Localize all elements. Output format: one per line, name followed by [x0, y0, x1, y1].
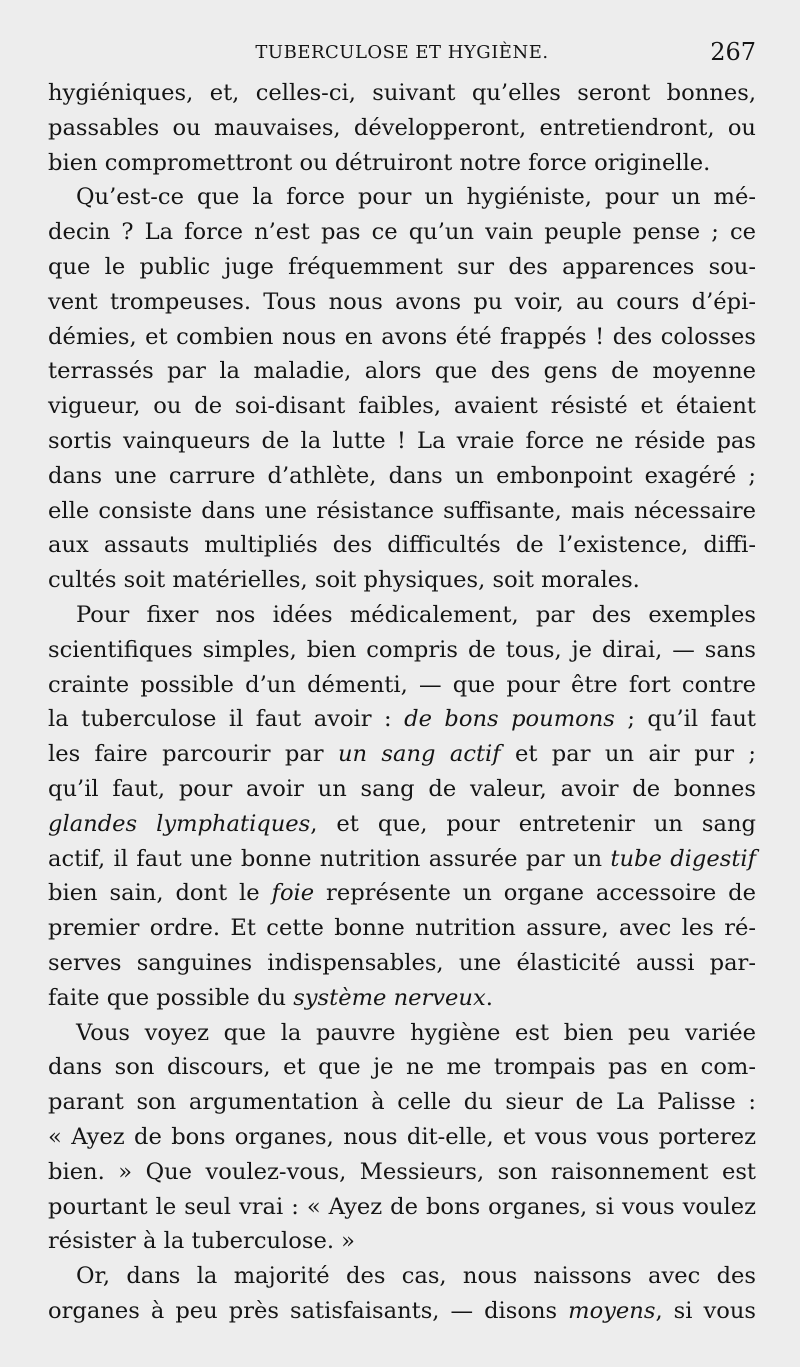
- text-line: [48, 633, 756, 668]
- italic-text: un sang actif: [337, 741, 501, 768]
- line-text: bien. » Que voulez-vous, Messieurs, son raisonnement est: [48, 1158, 756, 1185]
- text-line: [48, 459, 756, 494]
- running-title: TUBERCULOSE ET HYGIÈNE.: [255, 42, 549, 63]
- line-text: pourtant le seul vrai : « Ayez de bons organes, si vous voulez: [48, 1193, 756, 1220]
- text-line: [48, 737, 756, 772]
- line-text: organes à peu près satisfaisants, — disons: [48, 1297, 569, 1324]
- line-text: sortis vainqueurs de la lutte ! La vraie force ne réside pas: [48, 427, 756, 454]
- text-line: [48, 946, 756, 981]
- italic-text: système nerveux: [293, 984, 486, 1011]
- page-number: 267: [710, 38, 756, 66]
- text-line: [48, 111, 756, 146]
- line-text: la tuberculose il faut avoir :: [48, 706, 405, 733]
- line-text: Pour fixer nos idées médicalement, par des exemples: [76, 601, 756, 628]
- line-text: terrassés par la maladie, alors que des gens de moyenne: [48, 358, 756, 385]
- text-line: [48, 528, 756, 563]
- body-text: [48, 76, 756, 1329]
- line-text: , si vous: [655, 1297, 756, 1324]
- line-text: dans son discours, et que je ne me trompais pas en com-: [48, 1054, 756, 1081]
- italic-text: tube digestif: [610, 845, 756, 872]
- text-line: [48, 981, 756, 1016]
- line-text: résister à la tuberculose. »: [48, 1228, 356, 1255]
- text-line: [48, 842, 756, 877]
- text-line: [48, 1294, 756, 1329]
- text-line: [48, 494, 756, 529]
- text-line: [48, 598, 756, 633]
- line-text: « Ayez de bons organes, nous dit-elle, et vous vous porterez: [48, 1123, 756, 1150]
- italic-text: moyens: [568, 1297, 656, 1324]
- text-line: [48, 772, 756, 807]
- text-line: [48, 424, 756, 459]
- text-line: [48, 1155, 756, 1190]
- line-text: Qu’est-ce que la force pour un hygiéniste, pour un mé-: [76, 184, 756, 211]
- line-text: hygiéniques, et, celles-ci, suivant qu’elles seront bonnes,: [48, 80, 756, 106]
- text-line: [48, 1259, 756, 1294]
- text-line: [48, 215, 756, 250]
- text-line: [48, 1224, 756, 1259]
- line-text: bien compromettront ou détruiront notre force originelle.: [48, 149, 711, 176]
- line-text: que le public juge fréquemment sur des apparences sou-: [48, 253, 756, 280]
- line-text: premier ordre. Et cette bonne nutrition assure, avec les ré-: [48, 915, 756, 942]
- italic-text: glandes lymphatiques: [48, 810, 311, 837]
- text-line: [48, 563, 756, 598]
- text-line: [48, 180, 756, 215]
- line-text: actif, il faut une bonne nutrition assurée par un: [48, 845, 611, 872]
- line-text: serves sanguines indispensables, une élasticité aussi par-: [48, 949, 756, 976]
- text-line: [48, 146, 756, 181]
- text-line: [48, 1016, 756, 1051]
- line-text: vent trompeuses. Tous nous avons pu voir, au cours d’épi-: [48, 288, 756, 315]
- line-text: démies, et combien nous en avons été frappés ! des colosses: [48, 323, 756, 350]
- line-text: représente un organe accessoire de: [314, 880, 756, 907]
- running-header: [48, 38, 756, 68]
- text-line: [48, 250, 756, 285]
- italic-text: foie: [271, 880, 315, 907]
- text-line: [48, 807, 756, 842]
- line-text: qu’il faut, pour avoir un sang de valeur, avoir de bonnes: [48, 775, 756, 802]
- text-line: [48, 911, 756, 946]
- text-line: [48, 389, 756, 424]
- text-line: [48, 668, 756, 703]
- text-line: [48, 1120, 756, 1155]
- text-line: [48, 285, 756, 320]
- line-text: elle consiste dans une résistance suffisante, mais nécessaire: [48, 497, 756, 524]
- text-line: [48, 702, 756, 737]
- text-line: [48, 76, 756, 111]
- line-text: aux assauts multipliés des difficultés de l’existence, diffi-: [48, 532, 756, 559]
- line-text: cultés soit matérielles, soit physiques, soit morales.: [48, 567, 640, 594]
- text-line: [48, 1050, 756, 1085]
- line-text: faite que possible du: [48, 984, 294, 1011]
- line-text: bien sain, dont le: [48, 880, 272, 907]
- line-text: Vous voyez que la pauvre hygiène est bien peu variée: [76, 1019, 756, 1046]
- line-text: .: [485, 984, 493, 1011]
- text-line: [48, 320, 756, 355]
- line-text: scientifiques simples, bien compris de tous, je dirai, — sans: [48, 636, 756, 663]
- line-text: et par un air pur ;: [500, 741, 756, 768]
- line-text: vigueur, ou de soi-disant faibles, avaient résisté et étaient: [48, 393, 756, 420]
- line-text: les faire parcourir par: [48, 741, 338, 768]
- text-line: [48, 876, 756, 911]
- line-text: decin ? La force n’est pas ce qu’un vain peuple pense ; ce: [48, 219, 756, 246]
- line-text: parant son argumentation à celle du sieur de La Palisse :: [48, 1089, 756, 1116]
- line-text: passables ou mauvaises, développeront, entretiendront, ou: [48, 114, 756, 141]
- text-line: [48, 1085, 756, 1120]
- italic-text: de bons poumons: [404, 706, 615, 733]
- line-text: crainte possible d’un démenti, — que pour être fort contre: [48, 671, 756, 698]
- line-text: ; qu’il faut: [614, 706, 756, 733]
- line-text: dans une carrure d’athlète, dans un embonpoint exagéré ;: [48, 462, 756, 489]
- text-line: [48, 1190, 756, 1225]
- line-text: Or, dans la majorité des cas, nous naissons avec des: [76, 1263, 756, 1290]
- text-line: [48, 354, 756, 389]
- line-text: , et que, pour entretenir un sang: [310, 810, 756, 837]
